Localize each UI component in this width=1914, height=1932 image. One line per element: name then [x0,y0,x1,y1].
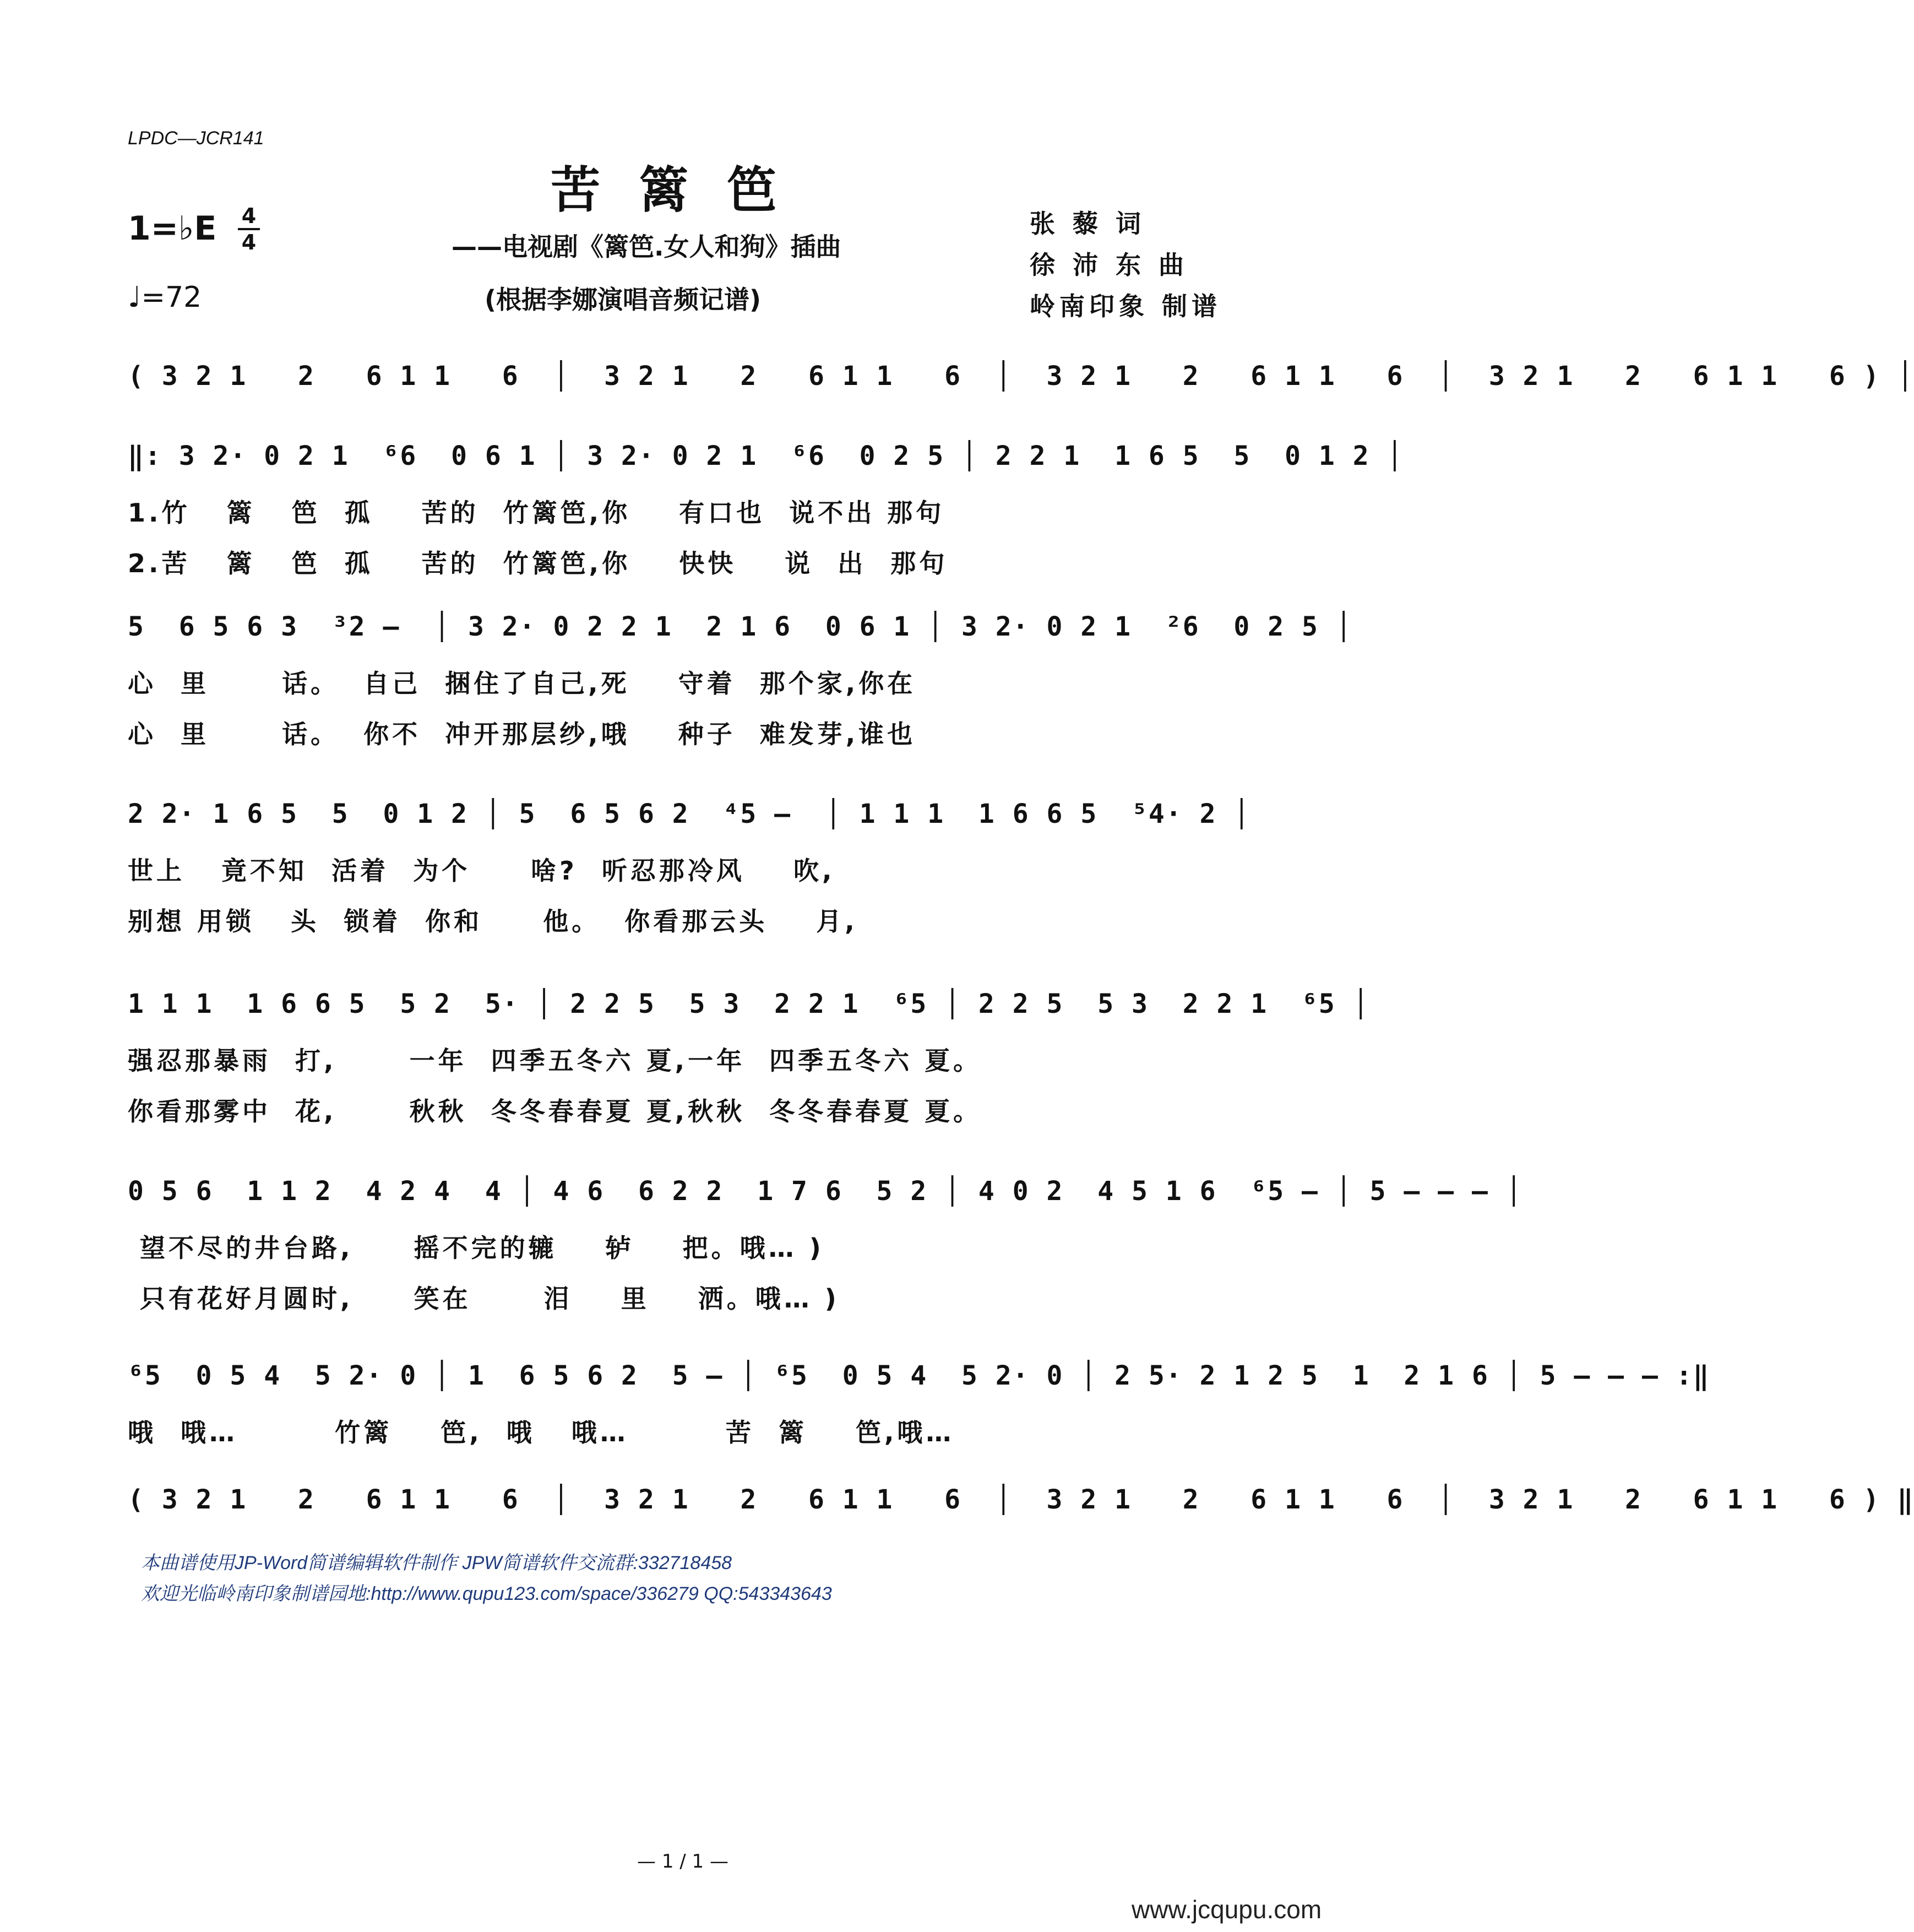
notation-line: ( 3 2 1 2 6 1 1 6 │ 3 2 1 2 6 1 1 6 │ 3 2 1 2 6 1 1 6 │ 3 2 1 2 6 1 1 6 ) │ [128,361,1914,392]
lyric-line: 心 里 话。 自己 捆住了自己,死 守着 那个家,你在 [128,669,916,698]
page-number: — 1 / 1 — [637,1850,728,1873]
website-line: 欢迎光临岭南印象制谱园地:http://www.qupu123.com/space/336279 QQ:543343643 [141,1583,832,1604]
music-system [128,424,1404,490]
software-credit-line: 本曲谱使用JP-Word简谱编辑软件制作 JPW简谱软件交流群:332718458 [141,1553,732,1573]
composer-credit: 徐 沛 东 曲 [1030,250,1189,280]
document-code: LPDC—JCR141 [128,128,264,149]
lyric-line: 别想 用锁 头 锁着 你和 他。 你看那云头 月, [128,907,858,936]
lyric-line: 世上 竟不知 活着 为个 啥? 听忍那冷风 吹, [128,856,835,886]
lyric-line: 哦 哦… 竹篱 笆, 哦 哦… 苦 篱 笆,哦… [128,1418,955,1447]
notation-line: ‖: 3 2· 0 2 1 ⁶6 0 6 1 │ 3 2· 0 2 1 ⁶6 0 2 5 │ 2 2 1 1 6 5 5 0 1 2 │ [128,441,1404,471]
notation-line: 5 6 5 6 3 ³2 – │ 3 2· 0 2 2 1 2 1 6 0 6 1 │ 3 2· 0 2 1 ²6 0 2 5 │ [128,611,1353,642]
lyric-line: 心 里 话。 你不 冲开那层纱,哦 种子 难发芽,谁也 [128,719,916,749]
lyric-line: 只有花好月圆时, 笑在 泪 里 洒。哦… ) [128,1284,840,1314]
music-system [128,972,1370,1038]
lyric-line: 1.竹 篱 笆 孤 苦的 竹篱笆,你 有口也 说不出 那句 [128,498,945,528]
time-signature [238,205,260,253]
key-signature: 1=♭E [128,209,217,248]
lyric-line: 你看那雾中 花, 秋秋 冬冬春春夏 夏,秋秋 冬冬春春夏 夏。 [128,1097,982,1126]
song-title: 苦篱笆 [551,161,815,219]
time-signature-top: 4 [241,204,257,228]
watermark: www.jcqupu.com [1132,1895,1322,1924]
music-system [128,1159,1523,1225]
time-signature-bottom: 4 [241,230,257,254]
notation-line: 0 5 6 1 1 2 4 2 4 4 │ 4 6 6 2 2 1 7 6 5 2 │ 4 0 2 4 5 1 6 ⁶5 – │ 5 – – – │ [128,1176,1523,1207]
music-system [128,1344,1710,1410]
lyric-line: 强忍那暴雨 打, 一年 四季五冬六 夏,一年 四季五冬六 夏。 [128,1046,982,1076]
music-system [128,344,1914,410]
lyric-line: 望不尽的井台路, 摇不完的辘 轳 把。哦… ) [128,1233,824,1263]
music-system [128,1468,1914,1534]
arranger-credit: 岭南印象 制谱 [1030,291,1222,321]
notation-line: ⁶5 0 5 4 5 2· 0 │ 1 6 5 6 2 5 – │ ⁶5 0 5 4 5 2· 0 │ 2 5· 2 1 2 5 1 2 1 6 │ 5 – – – :‖ [128,1360,1710,1391]
music-system [128,782,1251,848]
lyricist-credit: 张 藜 词 [1030,209,1146,238]
tempo-marking: ♩=72 [128,281,202,314]
music-system [128,595,1353,661]
notation-line: 1 1 1 1 6 6 5 5 2 5· │ 2 2 5 5 3 2 2 1 ⁶5 │ 2 2 5 5 3 2 2 1 ⁶5 │ [128,989,1370,1019]
song-subtitle: ——电视剧《篱笆.女人和狗》插曲 [452,232,841,262]
transcription-note: (根据李娜演唱音频记谱) [485,285,762,314]
notation-line: 2 2· 1 6 5 5 0 1 2 │ 5 6 5 6 2 ⁴5 – │ 1 1 1 1 6 6 5 ⁵4· 2 │ [128,799,1251,829]
notation-line: ( 3 2 1 2 6 1 1 6 │ 3 2 1 2 6 1 1 6 │ 3 2 1 2 6 1 1 6 │ 3 2 1 2 6 1 1 6 ) ‖ [128,1484,1914,1515]
lyric-line: 2.苦 篱 笆 孤 苦的 竹篱笆,你 快快 说 出 那句 [128,549,948,578]
